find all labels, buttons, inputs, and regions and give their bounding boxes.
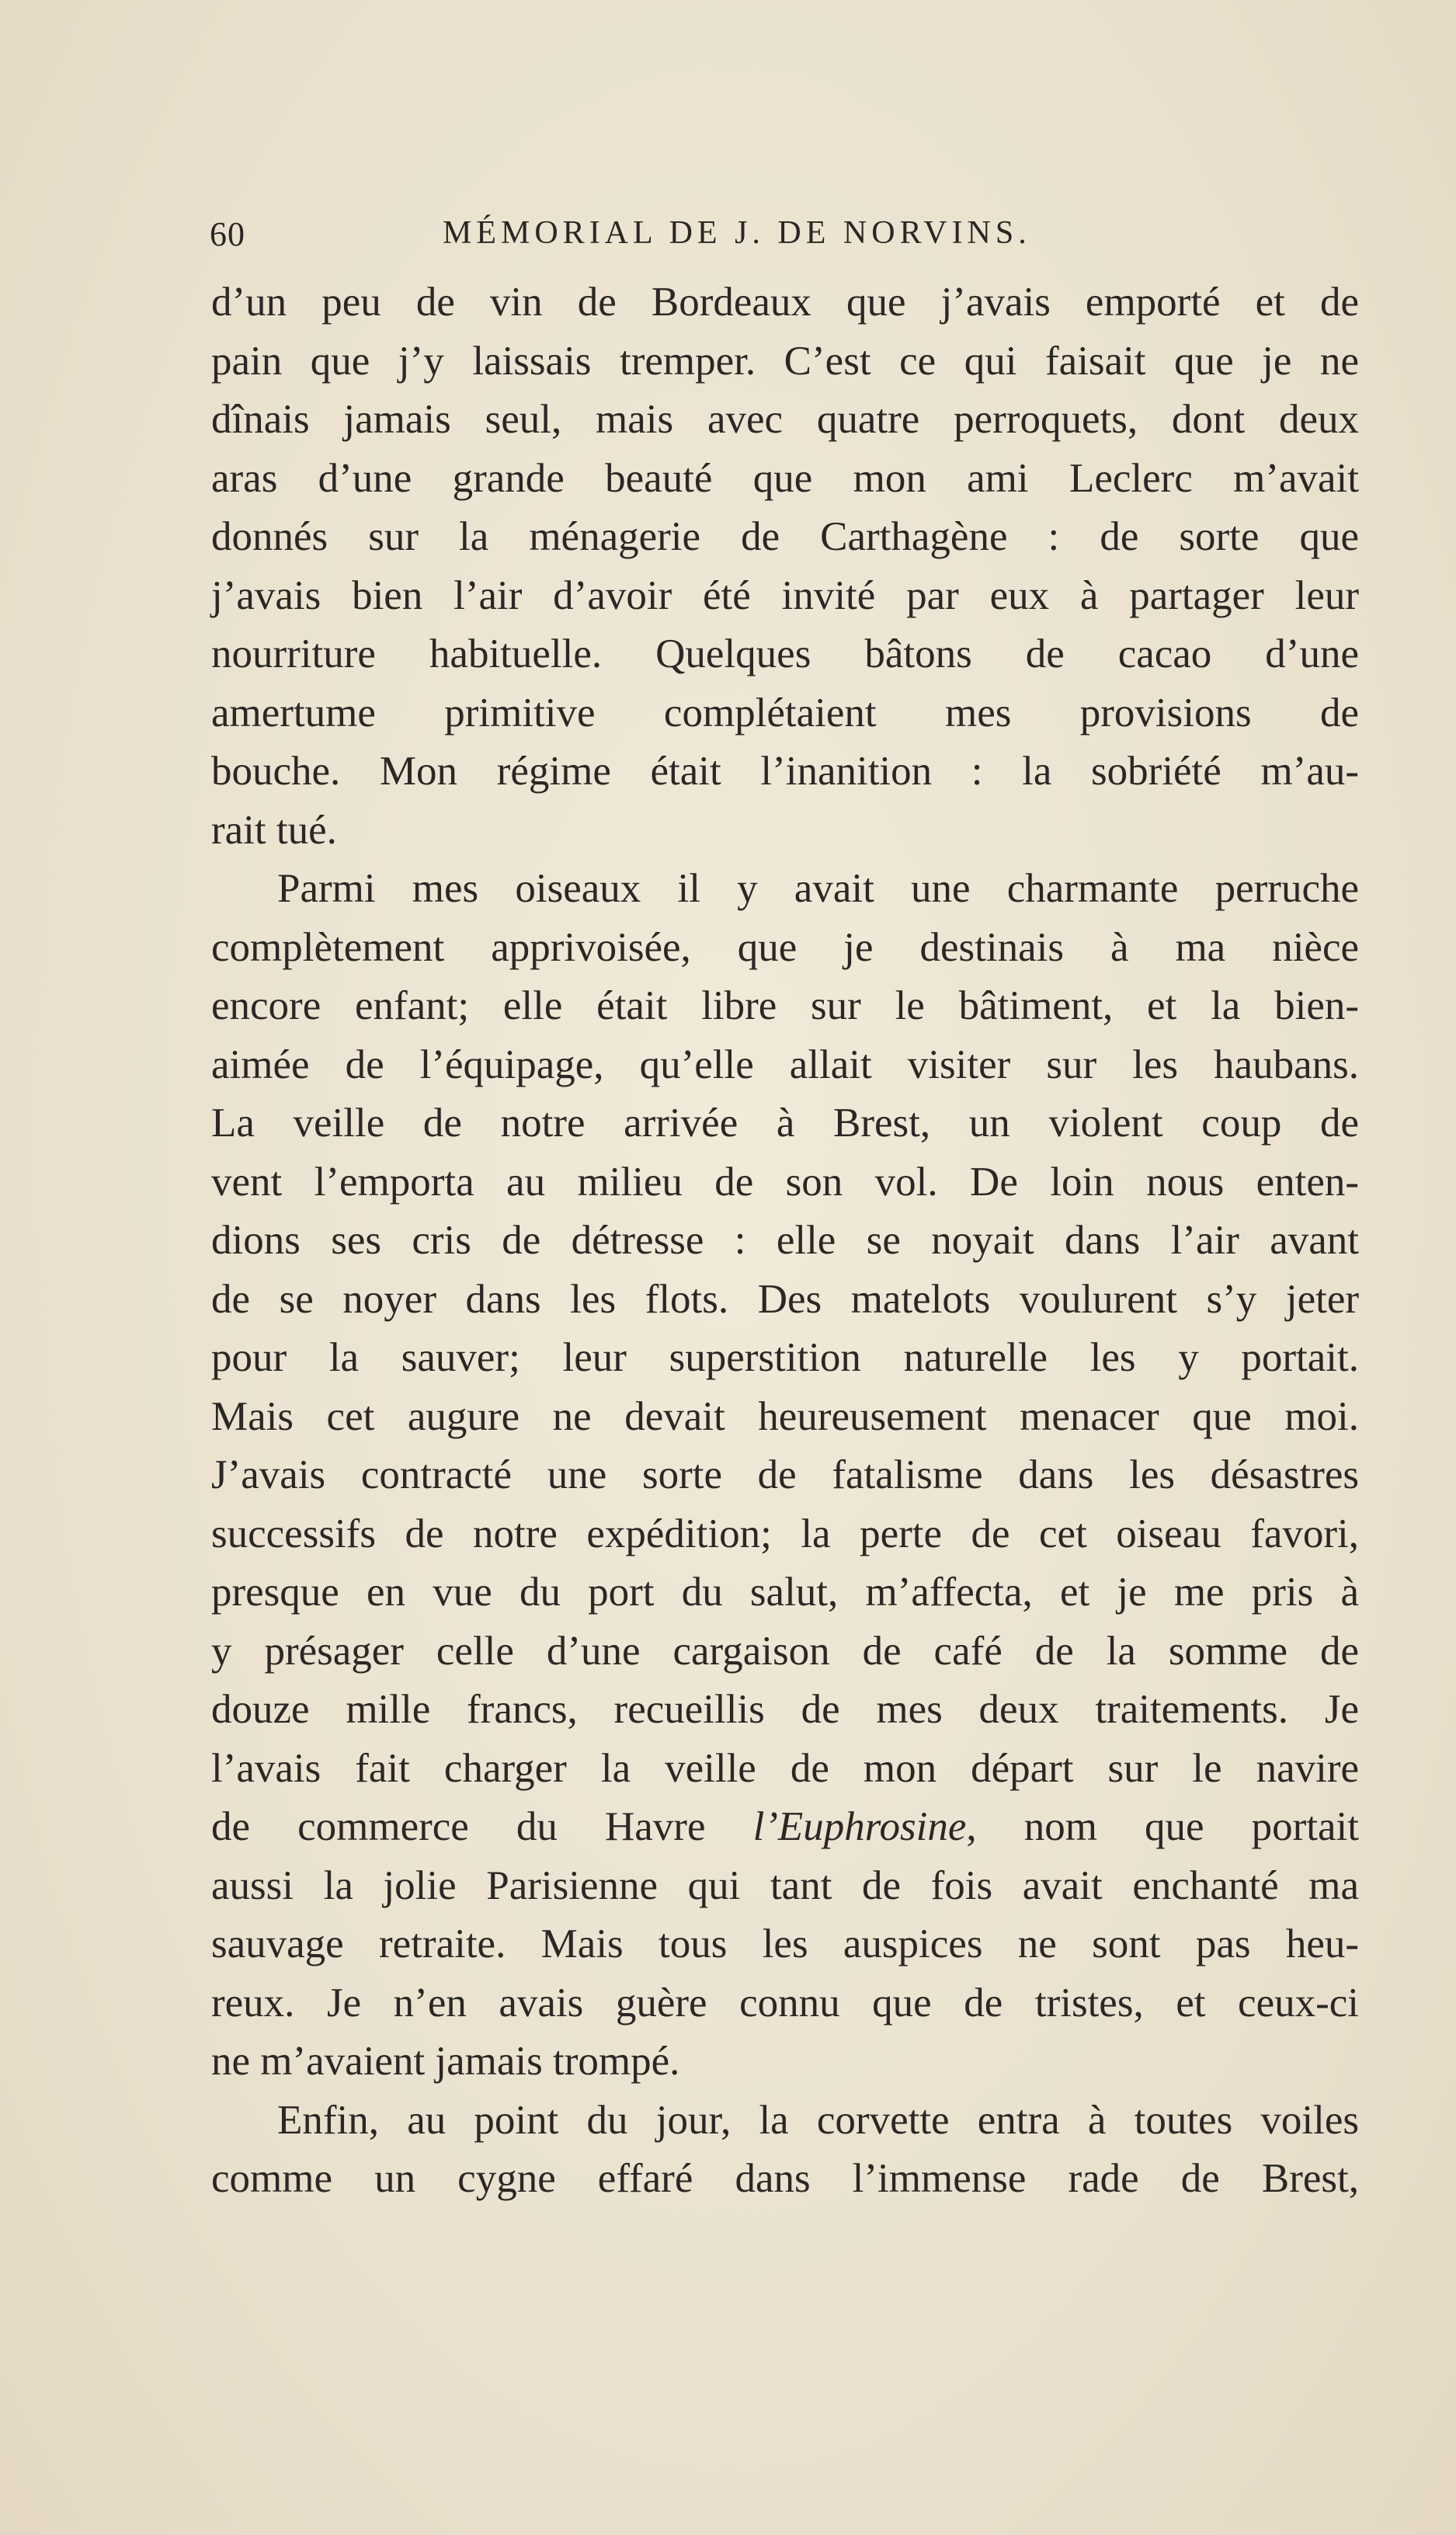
text-line: vent l’emporta au milieu de son vol. De loin nous enten-: [211, 1159, 1359, 1205]
text-line: aras d’une grande beauté que mon ami Leclerc m’avait: [211, 455, 1359, 501]
text-line: de se noyer dans les flots. Des matelots voulurent s’y jeter: [211, 1276, 1359, 1322]
text-segment: de commerce du Havre: [211, 1804, 753, 1849]
text-line: j’avais bien l’air d’avoir été invité par eux à partager leur: [211, 572, 1359, 618]
text-line: Mais cet augure ne devait heureusement menacer que moi.: [211, 1393, 1359, 1439]
body-text: [211, 273, 1359, 2209]
text-line: douze mille francs, recueillis de mes deux traitements. Je: [211, 1687, 1359, 1732]
text-line: reux. Je n’en avais guère connu que de tristes, et ceux-ci: [211, 1980, 1359, 2026]
text-line: l’avais fait charger la veille de mon départ sur le navire: [211, 1745, 1359, 1791]
text-line: dînais jamais seul, mais avec quatre perroquets, dont deux: [211, 397, 1359, 442]
text-line: dions ses cris de détresse : elle se noyait dans l’air avant: [211, 1218, 1359, 1263]
text-line: Enfin, au point du jour, la corvette entra à toutes voiles: [277, 2097, 1359, 2143]
text-line: amertume primitive complétaient mes provisions de: [211, 690, 1359, 735]
text-line: ne m’avaient jamais trompé.: [211, 2039, 680, 2084]
text-line: aussi la jolie Parisienne qui tant de fois avait enchanté ma: [211, 1862, 1359, 1908]
text-line: nourriture habituelle. Quelques bâtons de cacao d’une: [211, 631, 1359, 676]
text-line: bouche. Mon régime était l’inanition : la sobriété m’au-: [211, 749, 1359, 794]
page-number: 60: [210, 215, 245, 253]
text-line: successifs de notre expédition; la perte de cet oiseau favori,: [211, 1511, 1359, 1556]
text-line: y présager celle d’une cargaison de café de la somme de: [211, 1628, 1359, 1674]
text-line: pour la sauver; leur superstition naturelle les y portait.: [211, 1335, 1359, 1380]
text-line: aimée de l’équipage, qu’elle allait visiter sur les haubans.: [211, 1041, 1359, 1087]
text-segment: , nom que portait: [966, 1804, 1359, 1849]
ship-name-italic: l’Euphrosine: [752, 1804, 967, 1849]
text-line: J’avais contracté une sorte de fatalisme dans les désastres: [211, 1452, 1359, 1497]
text-line: comme un cygne effaré dans l’immense rade de Brest,: [211, 2156, 1359, 2201]
text-line: rait tué.: [211, 807, 337, 853]
text-line: La veille de notre arrivée à Brest, un violent coup de: [211, 1101, 1359, 1146]
paragraph-1: [211, 273, 1359, 860]
text-line: presque en vue du port du salut, m’affecta, et je me pris à: [211, 1570, 1359, 1615]
text-line: d’un peu de vin de Bordeaux que j’avais emporté et de: [211, 280, 1359, 325]
paragraph-3: [211, 2092, 1359, 2209]
paragraph-2: [211, 860, 1359, 2092]
text-line-with-italic: [211, 1798, 1359, 1857]
text-line: pain que j’y laissais tremper. C’est ce qui faisait que je ne: [211, 338, 1359, 384]
text-line: sauvage retraite. Mais tous les auspices ne sont pas heu-: [211, 1921, 1359, 1966]
text-line: donnés sur la ménagerie de Carthagène : de sorte que: [211, 514, 1359, 559]
text-line: encore enfant; elle était libre sur le bâtiment, et la bien-: [211, 983, 1359, 1028]
text-line: Parmi mes oiseaux il y avait une charmante perruche: [277, 866, 1359, 911]
running-title: MÉMORIAL DE J. DE NORVINS.: [443, 215, 1031, 251]
page-header: [210, 210, 1134, 264]
text-line: complètement apprivoisée, que je destinais à ma nièce: [211, 924, 1359, 970]
